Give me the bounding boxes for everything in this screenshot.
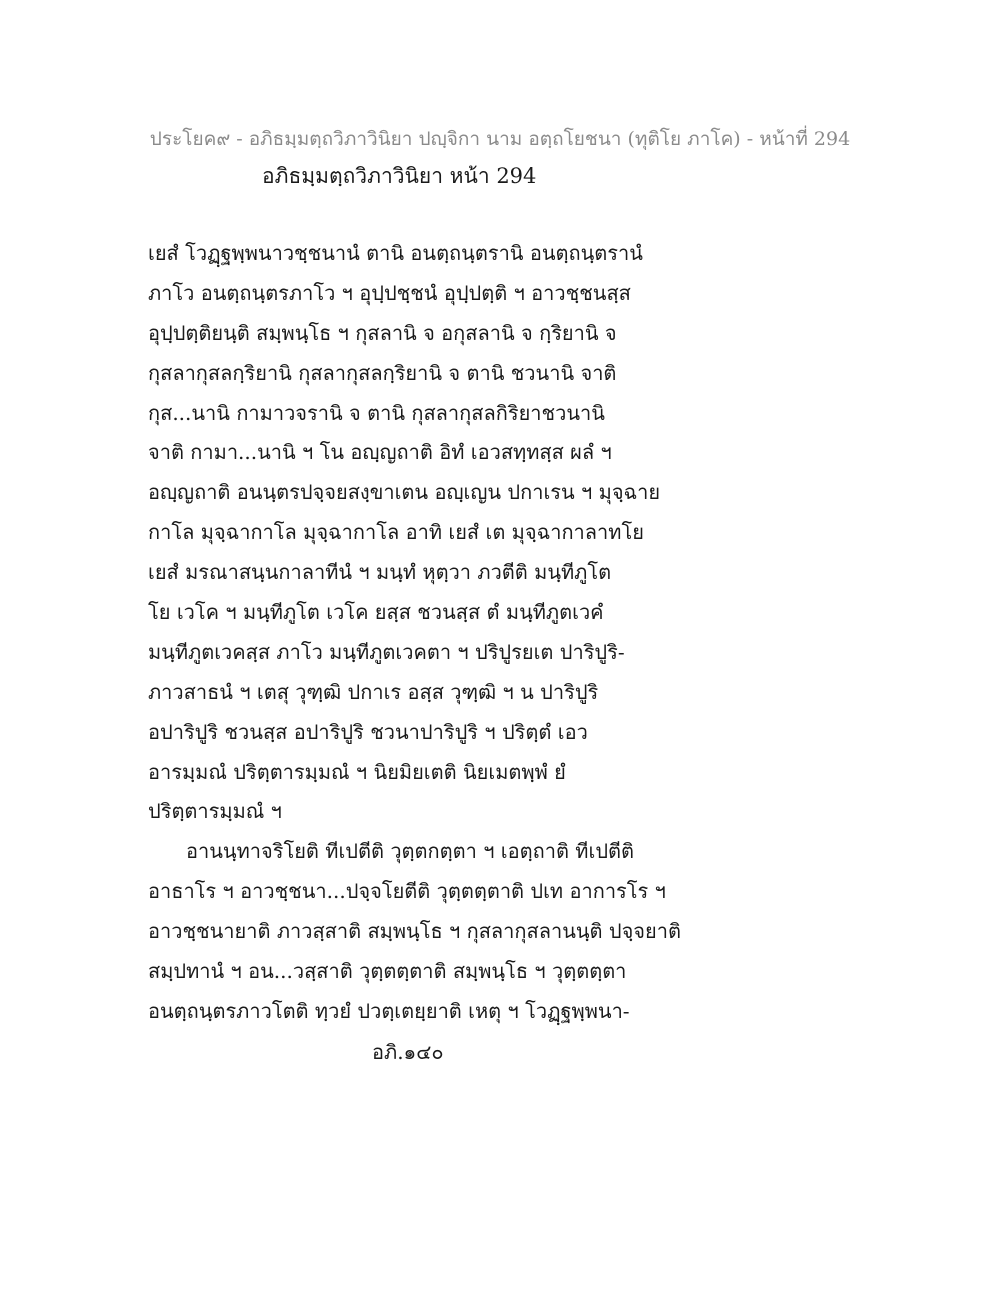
text-line: อาธาโร ฯ อาวชฺชนา...ปจฺจโยตีติ วุตฺตตฺตาติ ปเท อาการโร ฯ (148, 879, 666, 904)
text-line: อาวชฺชนายาติ ภาวสฺสาติ สมฺพนฺโธ ฯ กุสลากุสลานนฺติ ปจฺจยาติ (148, 919, 681, 944)
text-line: สมฺปทานํ ฯ อน...วสฺสาติ วุตฺตตฺตาติ สมฺพนฺโธ ฯ วุตฺตตฺตา (148, 959, 627, 984)
text-line: กุส...นานิ กามาวจรานิ จ ตานิ กุสลากุสลกิริยาชวนานิ (148, 400, 605, 425)
text-line: ภาวสาธนํ ฯ เตสุ วุฑฺฒิ ปกาเร อสฺส วุฑฺฒิ ฯ น ปาริปูริ (148, 679, 599, 704)
signature-mark: อภิ.๑๔๐ (372, 1040, 444, 1064)
text-line: กุสลากุสลกฺริยานิ กุสลากุสลกฺริยานิ จ ตานิ ชวนานิ จาติ (148, 360, 617, 385)
text-line: อุปฺปตฺติยนฺติ สมฺพนฺโธ ฯ กุสลานิ จ อกุสลานิ จ กฺริยานิ จ (148, 320, 617, 345)
text-line: อารมฺมณํ ปริตฺตารมฺมณํ ฯ นิยมิยเตติ นิยเมตพฺพํ ยํ (148, 759, 566, 784)
text-line: เยสํ โวฏฺฐพฺพนาวชฺชนานํ ตานิ อนตฺถนฺตรานิ อนตฺถนฺตรานํ (148, 241, 643, 265)
text-line: โย เวโค ฯ มนฺทีภูโต เวโค ยสฺส ชวนสฺส ตํ มนฺทีภูตเวคํ (148, 600, 604, 625)
page-title: อภิธมฺมตฺถวิภาวินิยา หน้า 294 (262, 164, 537, 188)
text-line: เยสํ มรณาสนฺนกาลาทีนํ ฯ มนฺทํ หุตฺวา ภวตีติ มนฺทีภูโต (148, 560, 612, 585)
paragraph-start-line: อานนฺทาจริโยติ ทีเปตีติ วุตฺตกตฺตา ฯ เอตฺถาติ ทีเปตีติ (186, 839, 634, 864)
body-text (148, 238, 708, 1036)
text-line: มนฺทีภูตเวคสฺส ภาโว มนฺทีภูตเวคตา ฯ ปริปูรยเต ปาริปูริ- (148, 639, 625, 664)
text-line: กาโล มุจฺฉากาโล มุจฺฉากาโล อาทิ เยสํ เต มุจฺฉากาลาทโย (148, 520, 644, 545)
text-line: อปาริปูริ ชวนสฺส อปาริปูริ ชวนาปาริปูริ ฯ ปริตฺตํ เอว (148, 719, 588, 744)
text-line: ภาโว อนตฺถนฺตรภาโว ฯ อุปฺปชฺชนํ อุปฺปตฺติ ฯ อาวชฺชนสฺส (148, 280, 631, 305)
text-line: อญฺญถาติ อนนฺตรปจฺจยสงฺขาเตน อญฺเญน ปกาเรน ฯ มุจฺฉาย (148, 480, 661, 505)
text-line: อนตฺถนฺตรภาวโตติ ทฺวยํ ปวตฺเตยฺยาติ เหตุ ฯ โวฏฺฐพฺพนา- (148, 998, 630, 1023)
text-line: ปริตฺตารมฺมณํ ฯ (148, 799, 282, 824)
text-line: จาติ กามา...นานิ ฯ โน อญฺญถาติ อิทํ เอวสทฺทสฺส ผลํ ฯ (148, 440, 612, 465)
running-header: ประโยค๙ - อภิธมฺมตฺถวิภาวินิยา ปญฺจิกา นาม อตฺถโยชนา (ทุติโย ภาโค) - หน้าที่ 294 (149, 128, 851, 150)
